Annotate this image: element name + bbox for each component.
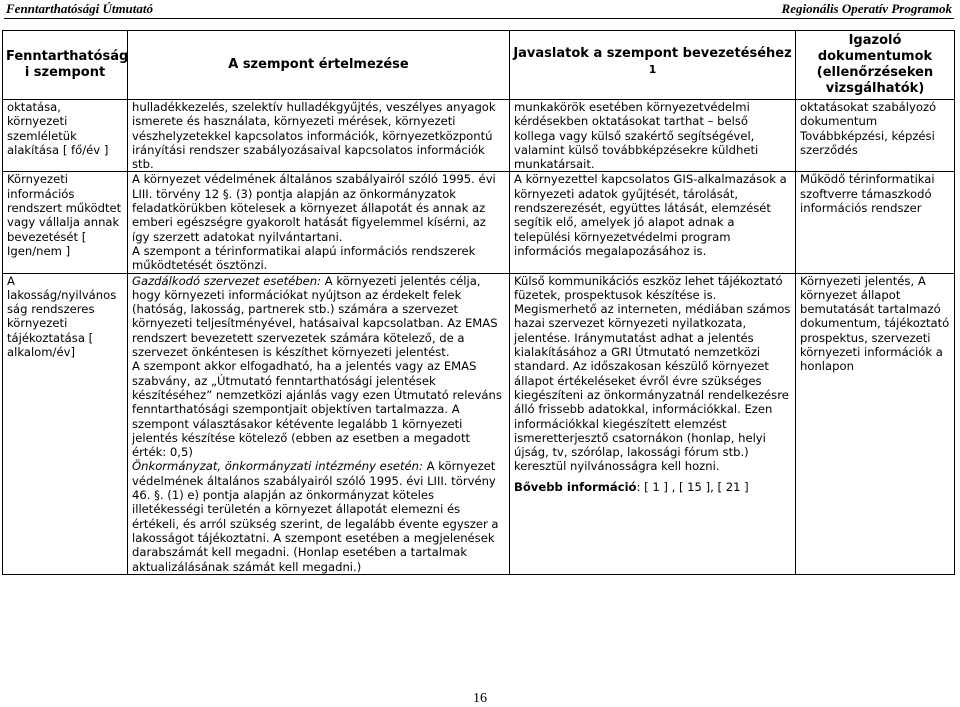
municipality-label: Önkormányzat, önkormányzati intézmény esetén:: [132, 459, 423, 474]
more-info-refs: : [ 1 ] , [ 15 ], [ 21 ]: [636, 479, 749, 494]
row2-documents: Működő térinformatikai szoftverre támaszkodó információs rendszer: [796, 172, 955, 273]
row2-gis-paragraph: A szempont a térinformatikai alapú információs rendszerek működtetését ösztönzi.: [132, 243, 476, 273]
table-row: [3, 100, 955, 172]
page-number: 16: [473, 691, 487, 706]
header-interpretation: A szempont értelmezése: [128, 31, 510, 100]
row3-acceptance-paragraph: A szempont akkor elfogadható, ha a jelentés vagy az EMAS szabvány, az „Útmutató fenntarthatósági jelentések készítéséhez” nemzetközi ajánlás vagy ezen Útmutató releváns fenntarthatósági szempontjait objektíven tartalmazza. A szempont választásakor kétévente legalább 1 környezeti jelentés készítése kötelező (ebben az esetben a megadott érték: 0,5): [132, 359, 502, 460]
more-info-label: Bővebb információ: [514, 479, 637, 494]
row1-recommendation: munkakörök esetében környezetvédelmi kérdésekben oktatásokat tarthat – belső kollega vagy külső szakértő segítségével, valamint külső továbbképzésekre küldheti munkatársait.: [510, 100, 796, 172]
header-recommendations: Javaslatok a szempont bevezetéséhez $^1$: [510, 31, 796, 100]
header-documents: Igazoló dokumentumok (ellenőrzéseken vizsgálhatók): [796, 31, 955, 100]
row1-interpretation: hulladékkezelés, szelektív hulladékgyűjtés, veszélyes anyagok ismerete és használata, környezeti mérések, környezeti vészhelyzetekkel kapcsolatos információk, környezetközpontú irányítási rendszer szabályozásaival kapcsolatos információk stb.: [128, 100, 510, 172]
row1-document-b: Továbbképzési, képzési szerződés: [800, 128, 935, 157]
more-info-line: [514, 480, 791, 494]
row3-criterion: A lakosság/nyilvános ság rendszeres környezeti tájékoztatása [ alkalom/év]: [3, 273, 128, 574]
table-header-row: [3, 31, 955, 100]
row2-interpretation: [128, 172, 510, 273]
table-row: [3, 273, 955, 574]
row3-interpretation: [128, 273, 510, 574]
business-label: Gazdálkodó szervezet esetében:: [132, 273, 322, 288]
table-row: [3, 172, 955, 273]
row3-recommendation: [510, 273, 796, 574]
header-left-title: Fenntarthatósági Útmutató: [6, 1, 154, 16]
row2-law-paragraph: A környezet védelmének általános szabályairól szóló 1995. évi LIII. törvény 12 §. (3) pontja alapján az önkormányzatok feladatkörükben kötelesek a környezet állapotát és annak az emberi egészségre gyakorolt hatását figyelemmel kísérni, az így szerzett adatokat nyilvántartani.: [132, 172, 496, 244]
header-right-title: Regionális Operatív Programok: [781, 1, 952, 16]
row1-documents: [796, 100, 955, 172]
footnote-marker: 1: [648, 63, 657, 77]
row2-criterion: Környezeti információs rendszert működtet vagy vállalja annak bevezetését [ Igen/nem ]: [3, 172, 128, 273]
criteria-table: [2, 30, 955, 575]
running-header: [4, 0, 954, 19]
row3-municipality-paragraph: Önkormányzat, önkormányzati intézmény esetén: A környezet védelmének általános szabályairól szóló 1995. évi LIII. törvény 46. §. (1) e) pontja alapján az önkormányzat köteles illetékességi területén a környezet állapotát elemezni és értékeli, és arról szükség szerint, de legalább évente egyszer a lakosságot tájékoztatni. A szempont esetében a megjelenések darabszámát kell megadni. (Honlap esetében a tartalmak aktualizálásának számát kell megadni.): [132, 459, 499, 574]
row3-business-paragraph: Gazdálkodó szervezet esetében: A környezeti jelentés célja, hogy környezeti információkat nyújtson az érdekelt felek (hatóság, lakosság, partnerek stb.) számára a szervezet környezeti teljesítményével, hatásaival kapcsolatban. Az EMAS rendszert bevezetett szervezetek számára kötelező, de a szervezet önkéntesen is készíthet környezeti jelentést.: [132, 273, 498, 360]
row1-criterion: oktatása, környezeti szemléletük alakítása [ fő/év ]: [3, 100, 128, 172]
header-criterion: Fenntarthatóság i szempont: [3, 31, 128, 100]
row3-documents: Környezeti jelentés, A környezet állapot bemutatását tartalmazó dokumentum, tájékoztató prospektus, szervezeti környezeti információk a honlapon: [796, 273, 955, 574]
row3-recommendation-text: Külső kommunikációs eszköz lehet tájékoztató füzetek, prospektusok készítése is. Megismerhető az interneten, médiában számos hazai szervezet környezeti nyilatkozata, jelentése. Iránymutatást adhat a jelentés kialakításához a GRI Útmutató nemzetközi standard. Az időszakosan készülő környezet állapot értékeléseket évről évre szükséges kiegészíteni az önkormányzatnál rendelkezésre álló frissebb adatokkal, információkkal. Ezen információkkal kiegészített elemzést ismeretterjesztő csatornákon (honlap, helyi újság, tv, szórólap, lakossági fórum stb.) keresztül nyilvánosságra kell hozni.: [514, 273, 791, 474]
row1-document-a: oktatásokat szabályozó dokumentum: [800, 100, 937, 129]
row2-recommendation: A környezettel kapcsolatos GIS-alkalmazások a környezeti adatok gyűjtését, tárolását, rendszerezését, együttes látását, elemzését segítik elő, amelyek jó alapot adnak a települési környezetvédelmi program információs megalapozásához is.: [510, 172, 796, 273]
